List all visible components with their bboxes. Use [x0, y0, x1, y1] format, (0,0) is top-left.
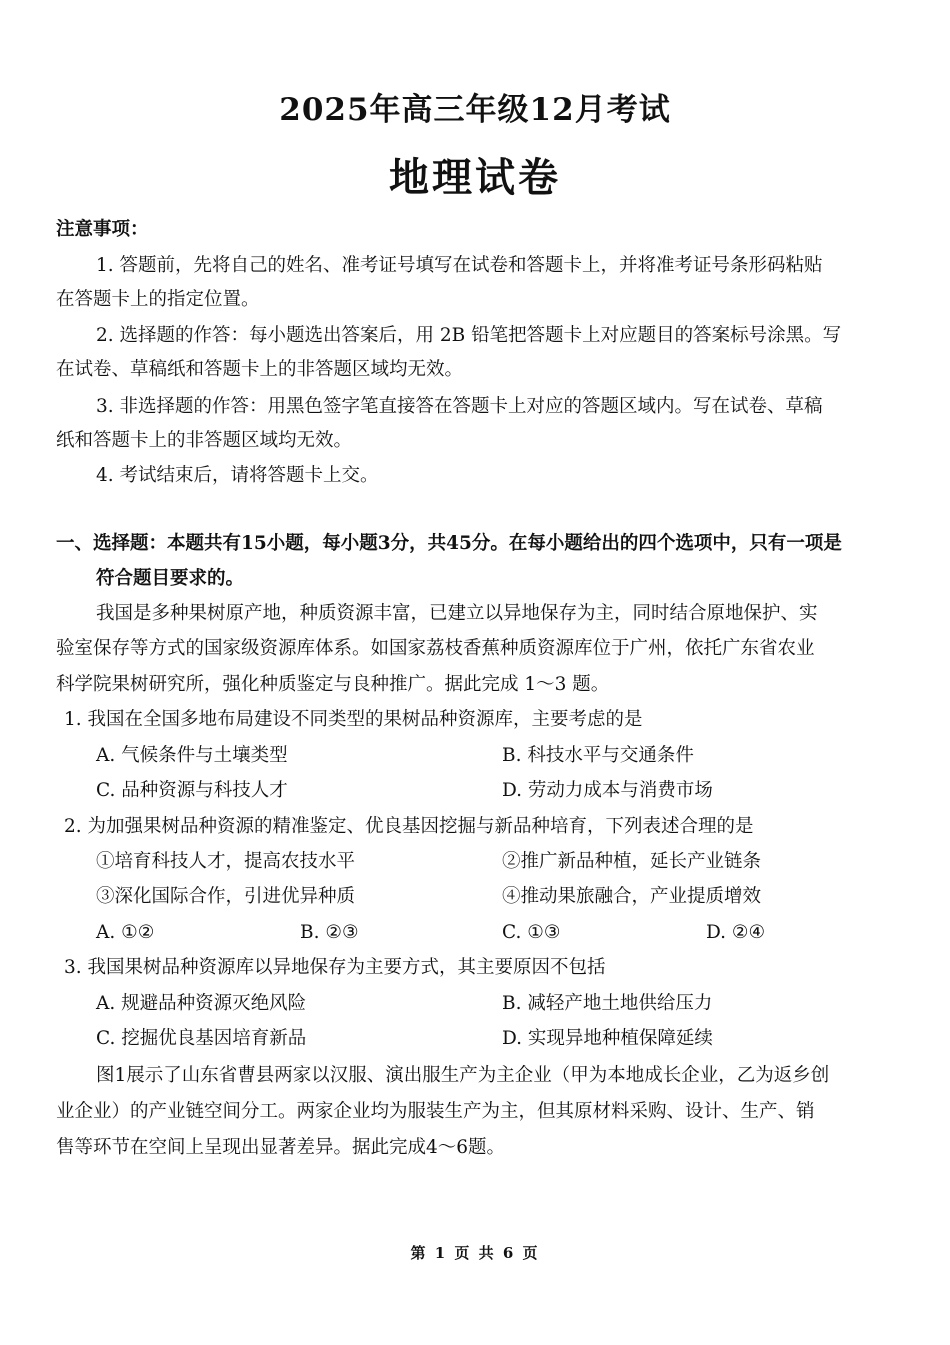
q2-statement-4: ④推动果旅融合，产业提质增效 — [502, 886, 762, 907]
q3-option-b: B. 减轻产地土地供给压力 — [502, 993, 713, 1014]
q2-option-c: C. ①③ — [502, 922, 561, 943]
q2-statement-1: ①培育科技人才，提高农技水平 — [96, 851, 356, 872]
notice-line: 3. 非选择题的作答：用黑色签字笔直接答在答题卡上对应的答题区域内。写在试卷、草稿 — [96, 396, 823, 417]
notice-line: 4. 考试结束后，请将答题卡上交。 — [96, 465, 379, 486]
notice-heading: 注意事项： — [56, 219, 149, 240]
passage-line: 图1展示了山东省曹县两家以汉服、演出服生产为主企业（甲为本地成长企业，乙为返乡创 — [96, 1065, 830, 1086]
subject-title: 地理试卷 — [389, 154, 561, 201]
q2-option-b: B. ②③ — [300, 922, 359, 943]
page-number: 第 1 页 共 6 页 — [410, 1244, 540, 1262]
question-1-stem: 1. 我国在全国多地布局建设不同类型的果树品种资源库，主要考虑的是 — [64, 709, 643, 730]
q1-option-d: D. 劳动力成本与消费市场 — [502, 780, 713, 801]
passage-line: 验室保存等方式的国家级资源库体系。如国家荔枝香蕉种质资源库位于广州，依托广东省农业 — [56, 638, 815, 659]
section-heading-cont: 符合题目要求的。 — [96, 568, 245, 589]
passage-line: 科学院果树研究所，强化种质鉴定与良种推广。据此完成 1～3 题。 — [56, 674, 610, 695]
passage-line: 业企业）的产业链空间分工。两家企业均为服装生产为主，但其原材料采购、设计、生产、销 — [56, 1101, 815, 1122]
notice-line: 纸和答题卡上的非答题区域均无效。 — [56, 430, 353, 451]
exam-title: 2025年高三年级12月考试 — [279, 92, 671, 128]
section-heading: 一、选择题：本题共有15小题，每小题3分，共45分。在每小题给出的四个选项中，只有一项是 — [56, 533, 842, 554]
passage-line: 售等环节在空间上呈现出显著差异。据此完成4～6题。 — [56, 1137, 506, 1158]
q3-option-c: C. 挖掘优良基因培育新品 — [96, 1028, 307, 1049]
q2-statement-2: ②推广新品种植，延长产业链条 — [502, 851, 762, 872]
q3-option-d: D. 实现异地种植保障延续 — [502, 1028, 713, 1049]
notice-line: 在答题卡上的指定位置。 — [56, 289, 260, 310]
question-2-stem: 2. 为加强果树品种资源的精准鉴定、优良基因挖掘与新品种培育，下列表述合理的是 — [64, 816, 754, 837]
notice-line: 2. 选择题的作答：每小题选出答案后，用 2B 铅笔把答题卡上对应题目的答案标号涂黑。写 — [96, 325, 842, 346]
notice-line: 1. 答题前，先将自己的姓名、准考证号填写在试卷和答题卡上，并将准考证号条形码粘贴 — [96, 255, 823, 276]
q1-option-c: C. 品种资源与科技人才 — [96, 780, 288, 801]
q3-option-a: A. 规避品种资源灭绝风险 — [96, 993, 307, 1014]
passage-line: 我国是多种果树原产地，种质资源丰富，已建立以异地保存为主，同时结合原地保护、实 — [96, 603, 818, 624]
notice-line: 在试卷、草稿纸和答题卡上的非答题区域均无效。 — [56, 359, 464, 380]
q1-option-a: A. 气候条件与土壤类型 — [96, 745, 288, 766]
q2-option-a: A. ①② — [96, 922, 155, 943]
q2-statement-3: ③深化国际合作，引进优异种质 — [96, 886, 356, 907]
q2-option-d: D. ②④ — [706, 922, 766, 943]
question-3-stem: 3. 我国果树品种资源库以异地保存为主要方式，其主要原因不包括 — [64, 957, 606, 978]
q1-option-b: B. 科技水平与交通条件 — [502, 745, 694, 766]
